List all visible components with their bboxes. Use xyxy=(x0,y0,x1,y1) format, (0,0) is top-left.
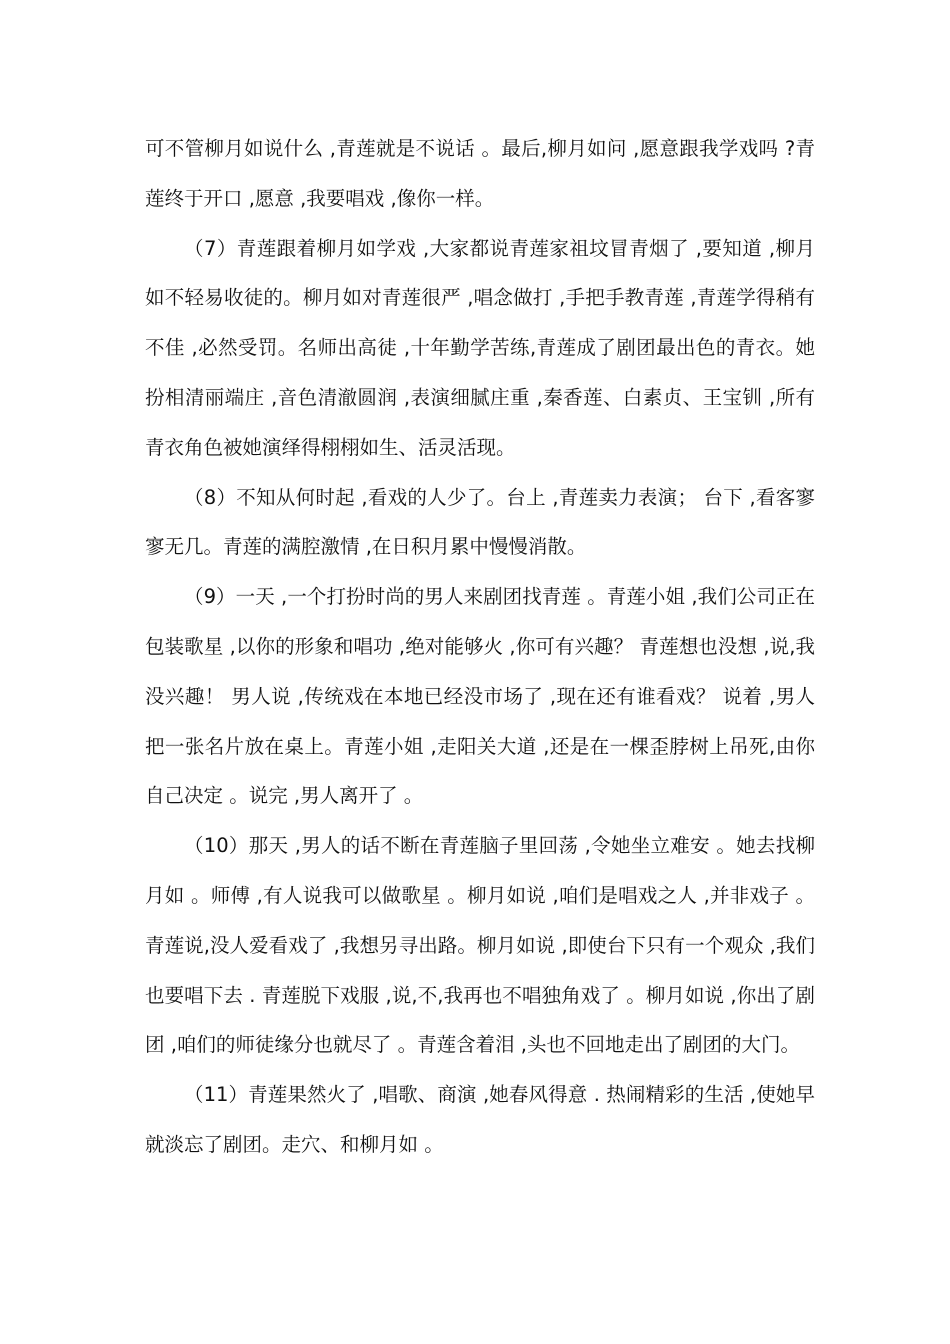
paragraph-11: （11）青莲果然火了 ,唱歌、商演 ,她春风得意 . 热闹精彩的生活 ,使她早就淡忘了剧团。走穴、和柳月如 。 xyxy=(145,1083,815,1156)
paragraph-7: （7）青莲跟着柳月如学戏 ,大家都说青莲家祖坟冒青烟了 ,要知道 ,柳月如不轻易收徒的。柳月如对青莲很严 ,唱念做打 ,手把手教青莲 ,青莲学得稍有不佳 ,必然受罚。名师出高徒 ,十年勤学苦练,青莲成了剧团最出色的青衣。她扮相清丽端庄 ,音色清澈圆润 ,表演细腻庄重 ,秦香莲、白素贞、王宝钏 ,所有青衣角色被她演绎得栩栩如生、活灵活现。 xyxy=(145,236,815,459)
paragraph-8: （8）不知从何时起 ,看戏的人少了。台上 ,青莲卖力表演； 台下 ,看客寥寥无几。青莲的满腔激情 ,在日积月累中慢慢消散。 xyxy=(145,485,815,559)
paragraph-6-continued: 可不管柳月如说什么 ,青莲就是不说话 。最后,柳月如问 ,愿意跟我学戏吗 ?青莲终于开口 ,愿意 ,我要唱戏 ,像你一样。 xyxy=(145,137,815,210)
paragraph-9: （9）一天 ,一个打扮时尚的男人来剧团找青莲 。青莲小姐 ,我们公司正在包装歌星 ,以你的形象和唱功 ,绝对能够火 ,你可有兴趣？ 青莲想也没想 ,说,我没兴趣！ 男人说 ,传统戏在本地已经没市场了 ,现在还有谁看戏？ 说着 ,男人把一张名片放在桌上。青莲小姐 ,走阳关大道 ,还是在一棵歪脖树上吊死,由你自己决定 。说完 ,男人离开了 。 xyxy=(145,585,815,808)
paragraph-10: （10）那天 ,男人的话不断在青莲脑子里回荡 ,令她坐立难安 。她去找柳月如 。师傅 ,有人说我可以做歌星 。柳月如说 ,咱们是唱戏之人 ,并非戏子 。青莲说,没人爱看戏了 ,我想另寻出路。柳月如说 ,即使台下只有一个观众 ,我们也要唱下去 . 青莲脱下戏服 ,说,不,我再也不唱独角戏了 。柳月如说 ,你出了剧团 ,咱们的师徒缘分也就尽了 。青莲含着泪 ,头也不回地走出了剧团的大门。 xyxy=(145,834,815,1057)
document-body xyxy=(145,124,815,1170)
